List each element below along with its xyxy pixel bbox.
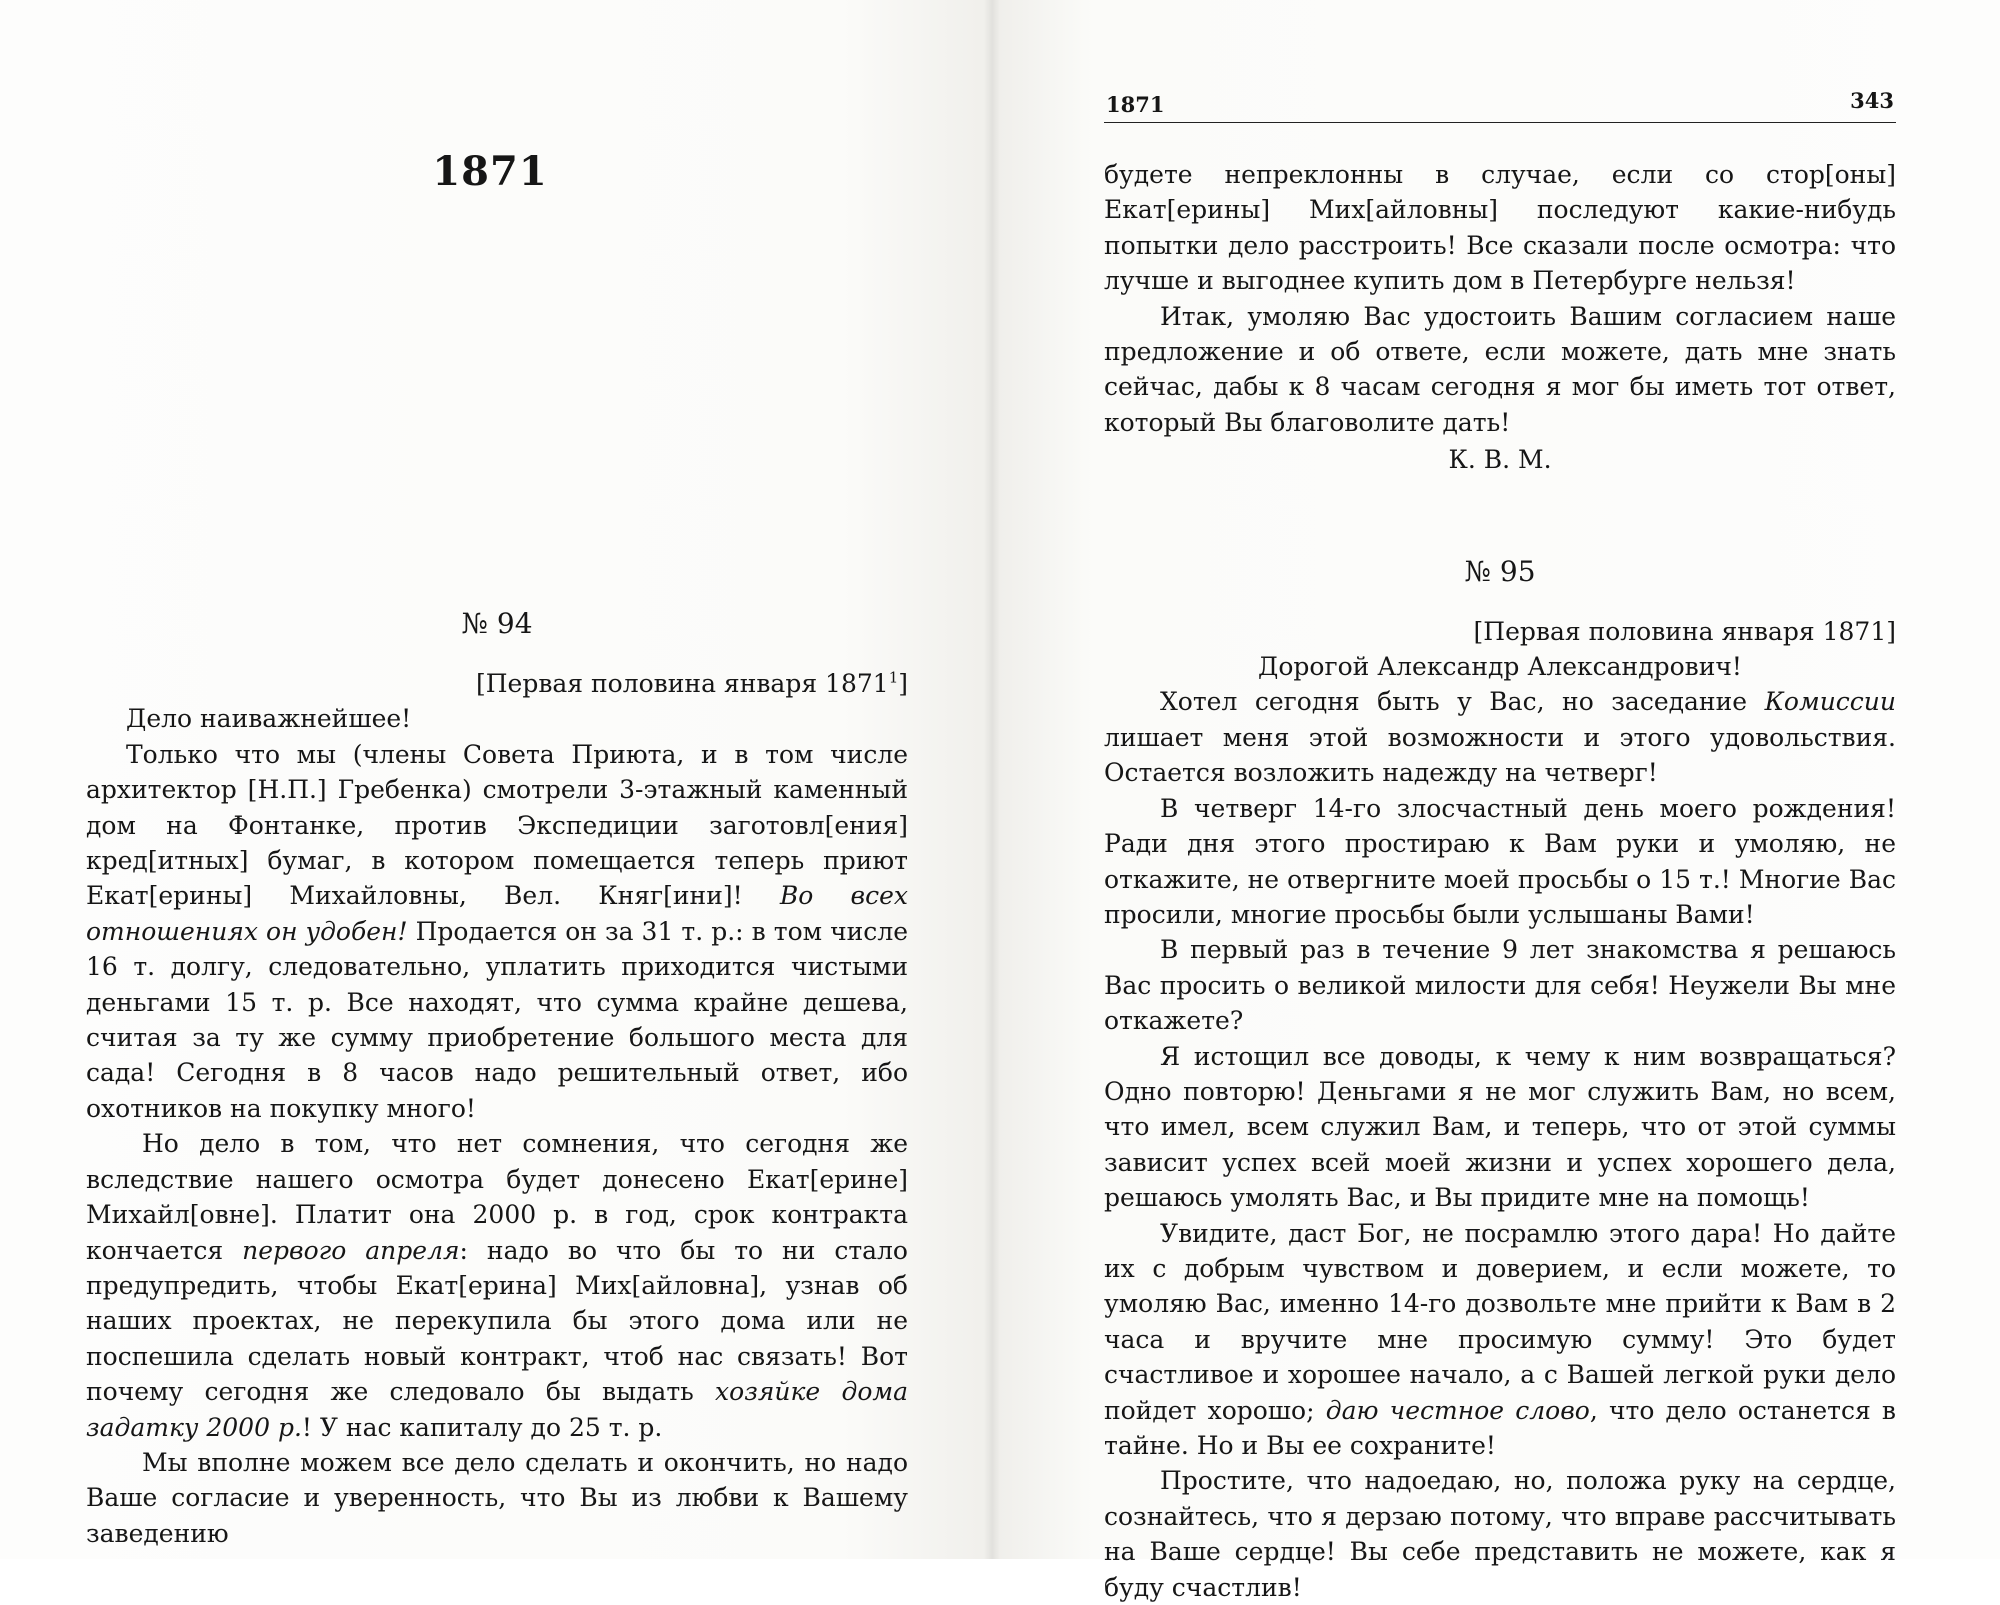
document-95-title: № 95 — [1464, 554, 1536, 588]
document-94 — [86, 604, 908, 1551]
document-95-paragraph-5-emphasis: даю честное слово — [1325, 1395, 1590, 1425]
document-94-paragraph-4: Мы вполне можем все дело сделать и окончить, но надо Ваше согласие и уверенность, что Вы из любви к Вашему заведению — [86, 1447, 908, 1548]
document-94-date — [86, 666, 908, 701]
document-95-paragraph-6: Простите, что надоедаю, но, положа руку на сердце, сознайтесь, что я дерзаю потому, что вправе рассчитывать на Ваше сердце! Вы себе представить не можете, как я буду счастлив! — [1104, 1466, 1896, 1602]
document-95-date: [Первая половина января 1871] — [1473, 616, 1896, 646]
document-94-paragraph-2-text-a: Только что мы (члены Совета Приюта, и в том числе архитектор [Н.П.] Гребенка) смотрели 3-этажный каменный дом на Фонтанке, против Экспедиции заготовл[ения] кред[итных] бумаг, в котором помещается теперь приют Екат[ерины] Михайловны, Вел. Княг[ини]! — [86, 739, 908, 911]
document-95-paragraph-5-text-b: , что дело останется в тайне. Но и Вы ее сохраните! — [1104, 1395, 1896, 1460]
year-section-heading: 1871 — [432, 148, 548, 195]
document-94-paragraph-2 — [86, 737, 908, 1126]
document-95-paragraph-1 — [1104, 684, 1896, 790]
document-94-continuation-paragraph-2: Итак, умоляю Вас удостоить Вашим согласием наше предложение и об ответе, если можете, дать мне знать сейчас, дабы к 8 часам сегодня я мог бы иметь тот ответ, который Вы благоволите дать! — [1104, 301, 1896, 437]
section-gap — [1104, 478, 1896, 552]
document-94-date-text: [Первая половина января 1871 — [475, 669, 889, 698]
footnote-marker: 1 — [888, 668, 899, 687]
document-95-paragraph-5-text-a: Увидите, даст Бог, не посрамлю этого дара! Но дайте их с добрым чувством и доверием, и если можете, то умоляю Вас, именно 14-го дозвольте мне прийти к Вам в 2 часа и вручите мне просимую сумму! Это будет счастливое и хорошее начало, а с Вашей легкой руки дело пойдет хорошо; — [1104, 1218, 1896, 1425]
right-column — [1104, 157, 1896, 1605]
document-94-paragraph-3-text-b: : надо во что бы то ни стало предупредить, чтобы Екат[ерина] Мих[айловна], узнав об наших проектах, не перекупила бы этого дома или не поспешила сделать новый контракт, чтоб нас связать! Вот почему сегодня же следовало бы выдать — [86, 1235, 908, 1407]
document-95-paragraph-4: Я истощил все доводы, к чему к ним возвращаться? Одно повторю! Деньгами я не мог служить Вам, но всем, что имел, всем служил Вам, и теперь, что от этой суммы зависит успех всей моей жизни и успех хорошего дела, решаюсь умолять Вас, и Вы придите мне на помощь! — [1104, 1041, 1896, 1213]
document-94-paragraph-3-emphasis-2: хозяйке дома задатку 2000 р. — [86, 1377, 909, 1442]
document-95-salutation: Дорогой Александр Александрович! — [1258, 652, 1742, 682]
document-94-signature: К. В. М. — [1448, 445, 1552, 475]
document-94-paragraph-3 — [86, 1126, 908, 1445]
document-94-continuation-paragraph-1: будете непреклонны в случае, если со стор[оны] Екат[ерины] Мих[айловны] последуют какие-нибудь попытки дело расстроить! Все сказали после осмотра: что лучше и выгоднее купить дом в Петербурге нельзя! — [1104, 160, 1896, 296]
document-94-paragraph-1: Дело наиважнейшее! — [126, 704, 412, 734]
document-95-paragraph-1-emphasis: Комиссии — [1764, 687, 1896, 717]
document-94-paragraph-2-text-b: Продается он за 31 т. р.: в том числе 16 т. долгу, следовательно, уплатить приходится чистыми деньгами 15 т. р. Все находят, что сумма крайне дешева, считая за ту же сумму приобретение большого места для сада! Сегодня в 8 часов надо решительный ответ, ибо охотников на покупку много! — [86, 916, 908, 1123]
document-95-paragraph-1-text-b: лишает меня этой возможности и этого удовольствия. Остается возложить надежду на четверг! — [1104, 722, 1896, 788]
running-header-year: 1871 — [1106, 92, 1165, 117]
document-94-paragraph-3-text-a: Но дело в том, что нет сомнения, что сегодня же вследствие нашего осмотра будет донесено Екат[ерине] Михайл[овне]. Платит она 2000 р. в год, срок контракта кончается — [86, 1129, 908, 1265]
document-94-paragraph-2-emphasis: Во всех отношениях он удобен! — [86, 881, 908, 946]
document-94-title: № 94 — [461, 607, 533, 640]
document-94-paragraph-3-text-c: ! У нас капиталу до 25 т. р. — [301, 1412, 663, 1442]
document-95-paragraph-2: В четверг 14-го злосчастный день моего рождения! Ради дня этого простираю к Вам руки и умоляю, не откажите, не отвергните моей просьбы о 15 т.! Многие Вас просили, многие просьбы были услышаны Вами! — [1104, 793, 1896, 929]
document-94-date-close: ] — [898, 669, 908, 698]
document-95-paragraph-5 — [1104, 1216, 1896, 1464]
running-header — [1104, 88, 1896, 123]
document-94-paragraph-3-emphasis-1: первого апреля — [242, 1235, 460, 1265]
document-95-paragraph-3: В первый раз в течение 9 лет знакомства я решаюсь Вас просить о великой милости для себя! Неужели Вы мне откажете? — [1104, 935, 1896, 1036]
page-number: 343 — [1850, 88, 1894, 113]
book-gutter — [984, 0, 1000, 1559]
document-95-paragraph-1-text-a: Хотел сегодня быть у Вас, но заседание — [1160, 687, 1765, 717]
